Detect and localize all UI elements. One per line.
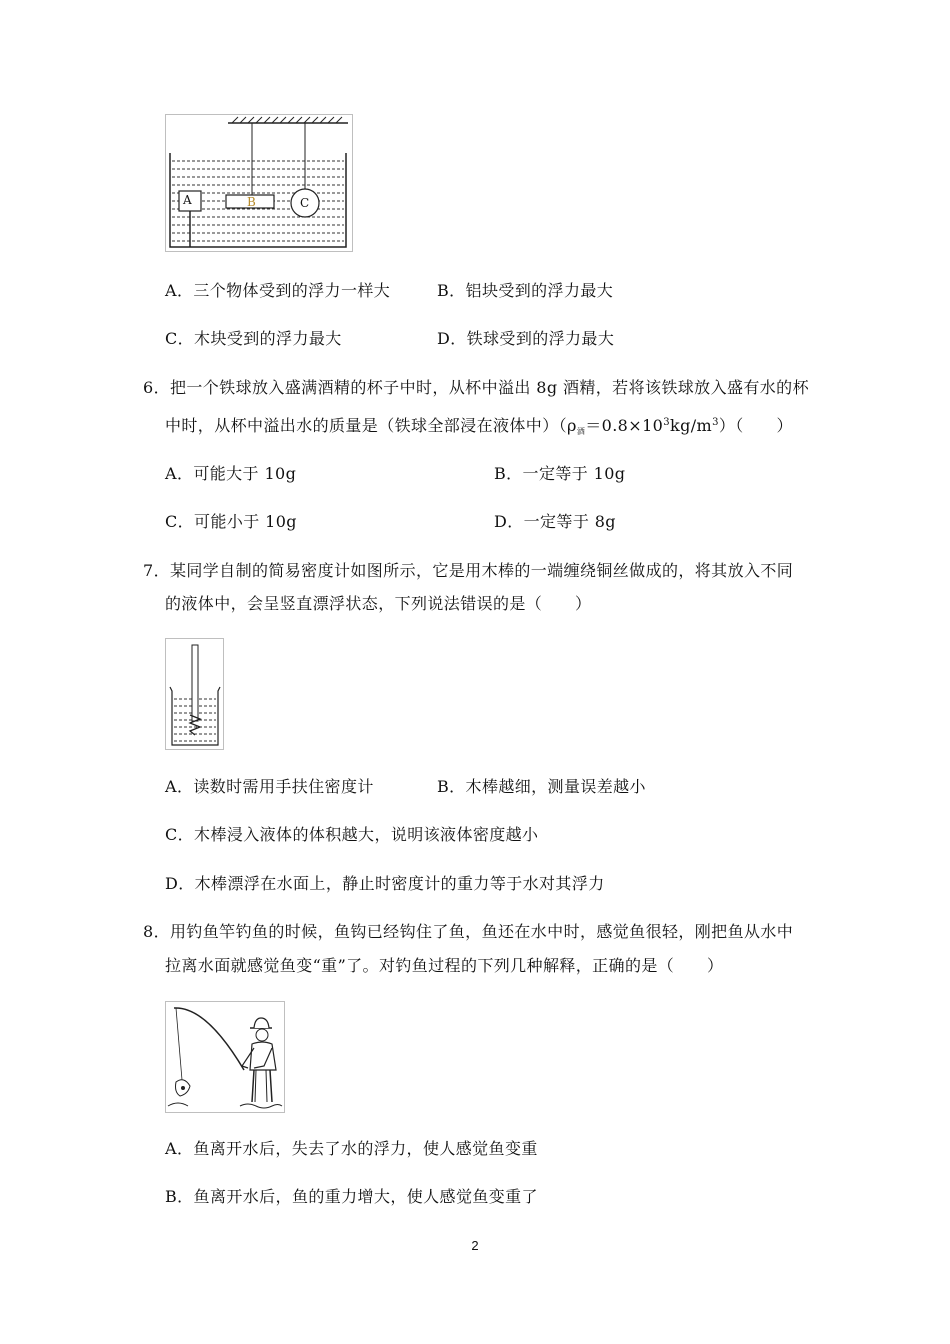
q7-stem-line2: 的液体中，会呈竖直漂浮状态，下列说法错误的是（ ） — [165, 594, 592, 613]
figure-hydrometer — [165, 638, 224, 750]
figure-fishing — [165, 1001, 285, 1113]
q6-stem-line1: 6．把一个铁球放入盛满酒精的杯子中时，从杯中溢出 8g 酒精，若将该铁球放入盛有水的杯 — [143, 378, 809, 397]
q6-line2-sup1: 3 — [663, 417, 670, 428]
q5-option-a: A．三个物体受到的浮力一样大 — [165, 281, 391, 300]
q7-stem-line1: 7．某同学自制的简易密度计如图所示，它是用木棒的一端缠绕铜丝做成的，将其放入不同 — [143, 561, 794, 580]
label-c: C — [300, 196, 310, 210]
q6-option-a: A．可能大于 10g — [165, 464, 297, 483]
q8-option-a: A．鱼离开水后，失去了水的浮力，使人感觉鱼变重 — [165, 1139, 538, 1158]
page-number: 2 — [471, 1238, 479, 1253]
q7-option-b: B．木棒越细，测量误差越小 — [437, 777, 646, 796]
q7-option-c: C．木棒浸入液体的体积越大，说明该液体密度越小 — [165, 825, 539, 844]
q6-option-b: B．一定等于 10g — [494, 464, 626, 483]
q5-option-d: D．铁球受到的浮力最大 — [437, 329, 615, 348]
q8-stem-line2: 拉离水面就感觉鱼变“重”了。对钓鱼过程的下列几种解释，正确的是（ ） — [165, 956, 724, 975]
q8-option-b: B．鱼离开水后，鱼的重力增大，使人感觉鱼变重了 — [165, 1187, 538, 1206]
q6-line2-post: ）（ ） — [718, 416, 793, 435]
q6-option-d: D．一定等于 8g — [494, 512, 616, 531]
figure-floating-objects — [165, 114, 353, 252]
q6-line2-sub: 酒 — [576, 427, 586, 436]
q8-stem-line1: 8．用钓鱼竿钓鱼的时候，鱼钩已经钩住了鱼，鱼还在水中时，感觉鱼很轻，刚把鱼从水中 — [143, 922, 794, 941]
q6-option-c: C．可能小于 10g — [165, 512, 297, 531]
label-b: B — [247, 195, 256, 209]
q7-option-a: A．读数时需用手扶住密度计 — [165, 777, 374, 796]
q6-stem-line2 — [165, 413, 793, 442]
q5-option-b: B．铝块受到的浮力最大 — [437, 281, 614, 300]
label-a: A — [183, 193, 192, 207]
q6-line2-mid: ＝0.8×10 — [585, 416, 664, 435]
q5-option-c: C．木块受到的浮力最大 — [165, 329, 342, 348]
q6-line2-pre: 中时，从杯中溢出水的质量是（铁球全部浸在液体中）（ρ — [165, 416, 577, 435]
q7-option-d: D．木棒漂浮在水面上，静止时密度计的重力等于水对其浮力 — [165, 874, 605, 893]
q6-line2-unit: kg/m — [670, 416, 713, 435]
q6-line2-sup2: 3 — [712, 417, 719, 428]
